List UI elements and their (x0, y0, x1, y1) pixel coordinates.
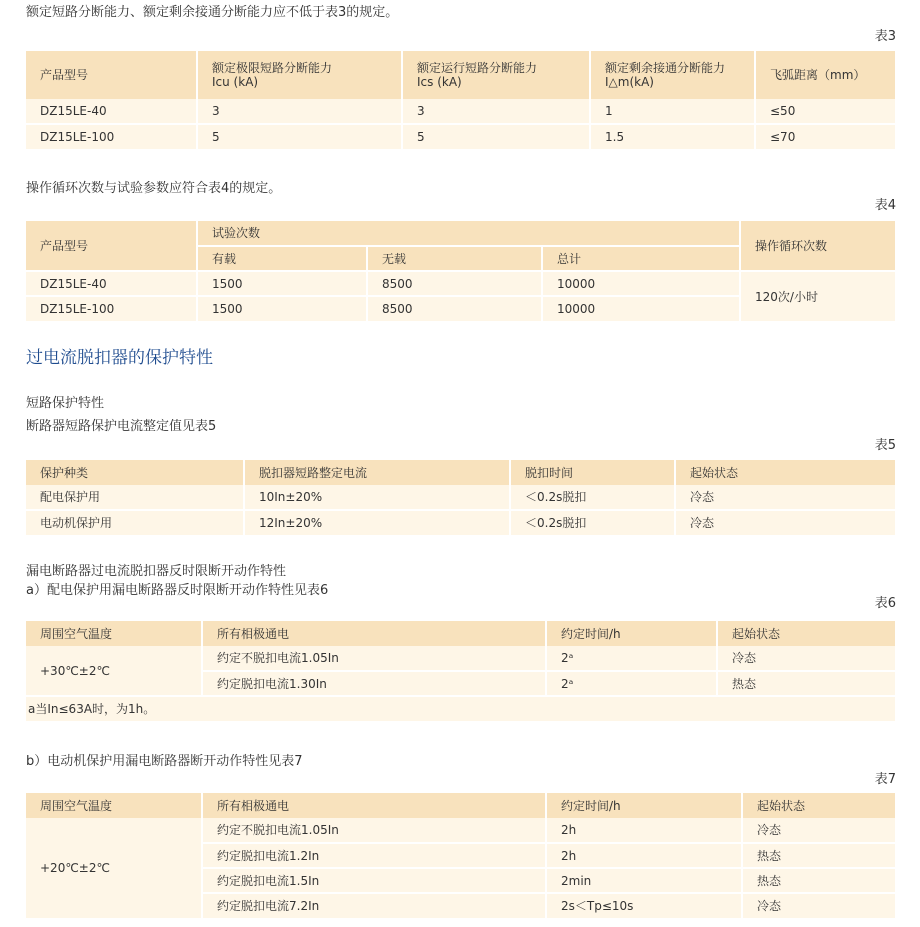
header-cell: 脱扣时间 (510, 460, 675, 485)
header-cell: 额定极限短路分断能力 Icu (kA) (197, 51, 402, 99)
table-row (26, 271, 895, 296)
table-cell: 2ᵃ (546, 646, 717, 671)
table-cell: 10In±20% (244, 485, 510, 510)
table-cell: 1 (590, 99, 755, 124)
table-cell: 2ᵃ (546, 671, 717, 696)
table-cell: 1500 (197, 296, 367, 321)
table-cell: 10000 (542, 296, 740, 321)
table-cell: ≤50 (755, 99, 895, 124)
table-row (26, 818, 895, 843)
subheading-short-circuit: 短路保护特性 (26, 396, 105, 411)
header-cell: 脱扣器短路整定电流 (244, 460, 510, 485)
subheading-table5-intro: 断路器短路保护电流整定值见表5 (26, 419, 217, 434)
table-3 (26, 51, 895, 149)
table-header-row (26, 793, 895, 818)
table-row (26, 485, 895, 510)
header-cell: 保护种类 (26, 460, 244, 485)
table-header-row (26, 621, 895, 646)
table-cell: 1.5 (590, 124, 755, 149)
table-cell: ≤70 (755, 124, 895, 149)
table-row (26, 510, 895, 535)
header-cell: 周围空气温度 (26, 793, 202, 818)
table-cell: 约定脱扣电流1.2In (202, 843, 546, 868)
table-cell: DZ15LE-100 (26, 296, 197, 321)
table-cell: 约定脱扣电流1.5In (202, 868, 546, 893)
subheading-table6-intro: a）配电保护用漏电断路器反时限断开动作特性见表6 (26, 583, 329, 598)
header-cell: 飞弧距离（mm） (755, 51, 895, 99)
table-cell: 热态 (717, 671, 895, 696)
table-6 (26, 621, 895, 721)
header-cell: 周围空气温度 (26, 621, 202, 646)
table-cell: 2min (546, 868, 742, 893)
table-cell: DZ15LE-40 (26, 99, 197, 124)
table-note-row (26, 696, 895, 721)
table-cell: 8500 (367, 271, 542, 296)
table-cell: DZ15LE-100 (26, 124, 197, 149)
subheading-overcurrent: 漏电断路器过电流脱扣器反时限断开动作特性 (26, 564, 287, 579)
table-cell: 冷态 (742, 818, 895, 843)
table-cell: ＜0.2s脱扣 (510, 510, 675, 535)
table-cell: 2h (546, 818, 742, 843)
table-cell: 热态 (742, 868, 895, 893)
table-cell: +30℃±2℃ (26, 646, 202, 696)
header-cell: 所有相极通电 (202, 621, 546, 646)
table-cell: 冷态 (675, 485, 895, 510)
header-cell: 起始状态 (742, 793, 895, 818)
header-cell: 所有相极通电 (202, 793, 546, 818)
header-cell: 试验次数 (197, 221, 740, 246)
header-cell: 约定时间/h (546, 793, 742, 818)
table-cell: 5 (402, 124, 590, 149)
header-cell: 起始状态 (675, 460, 895, 485)
table-cell: 约定不脱扣电流1.05In (202, 818, 546, 843)
intro-text-2: 操作循环次数与试验参数应符合表4的规定。 (26, 181, 282, 196)
table-cell: 5 (197, 124, 402, 149)
table-cell: 10000 (542, 271, 740, 296)
table-cell: +20℃±2℃ (26, 818, 202, 918)
header-cell: 额定剩余接通分断能力 I△m(kA) (590, 51, 755, 99)
header-cell: 额定运行短路分断能力 Ics (kA) (402, 51, 590, 99)
table-header-row (26, 221, 895, 246)
table-header-row (26, 460, 895, 485)
table-7 (26, 793, 895, 918)
table-cell: 12In±20% (244, 510, 510, 535)
table-4 (26, 221, 895, 321)
table-cell: 冷态 (742, 893, 895, 918)
table3-caption: 表3 (874, 29, 896, 44)
table-row (26, 646, 895, 671)
table-cell: 电动机保护用 (26, 510, 244, 535)
section-title: 过电流脱扣器的保护特性 (26, 348, 213, 368)
table-header-row (26, 51, 895, 99)
table-cell: 冷态 (675, 510, 895, 535)
header-cell: 操作循环次数 (740, 221, 895, 271)
table-cell: ＜0.2s脱扣 (510, 485, 675, 510)
header-cell: 有载 (197, 246, 367, 271)
table7-caption: 表7 (874, 772, 896, 787)
table-cell: 约定脱扣电流1.30In (202, 671, 546, 696)
table-row (26, 99, 895, 124)
header-cell: 产品型号 (26, 51, 197, 99)
table-cell: 120次/小时 (740, 271, 895, 321)
table5-caption: 表5 (874, 438, 896, 453)
subheading-table7-intro: b）电动机保护用漏电断路器断开动作特性见表7 (26, 754, 303, 769)
table-row (26, 124, 895, 149)
table4-caption: 表4 (874, 198, 896, 213)
table-cell: 配电保护用 (26, 485, 244, 510)
table-note: a当In≤63A时，为1h。 (26, 696, 895, 721)
table6-caption: 表6 (874, 596, 896, 611)
intro-text-1: 额定短路分断能力、额定剩余接通分断能力应不低于表3的规定。 (26, 5, 399, 20)
table-cell: 约定不脱扣电流1.05In (202, 646, 546, 671)
header-cell: 起始状态 (717, 621, 895, 646)
table-cell: 2h (546, 843, 742, 868)
table-cell: 2s＜Tp≤10s (546, 893, 742, 918)
table-cell: 1500 (197, 271, 367, 296)
header-cell: 总计 (542, 246, 740, 271)
table-cell: 冷态 (717, 646, 895, 671)
table-cell: 约定脱扣电流7.2In (202, 893, 546, 918)
table-cell: DZ15LE-40 (26, 271, 197, 296)
header-cell: 约定时间/h (546, 621, 717, 646)
table-cell: 3 (197, 99, 402, 124)
table-5 (26, 460, 895, 535)
table-cell: 8500 (367, 296, 542, 321)
header-cell: 产品型号 (26, 221, 197, 271)
table-cell: 热态 (742, 843, 895, 868)
header-cell: 无载 (367, 246, 542, 271)
table-cell: 3 (402, 99, 590, 124)
